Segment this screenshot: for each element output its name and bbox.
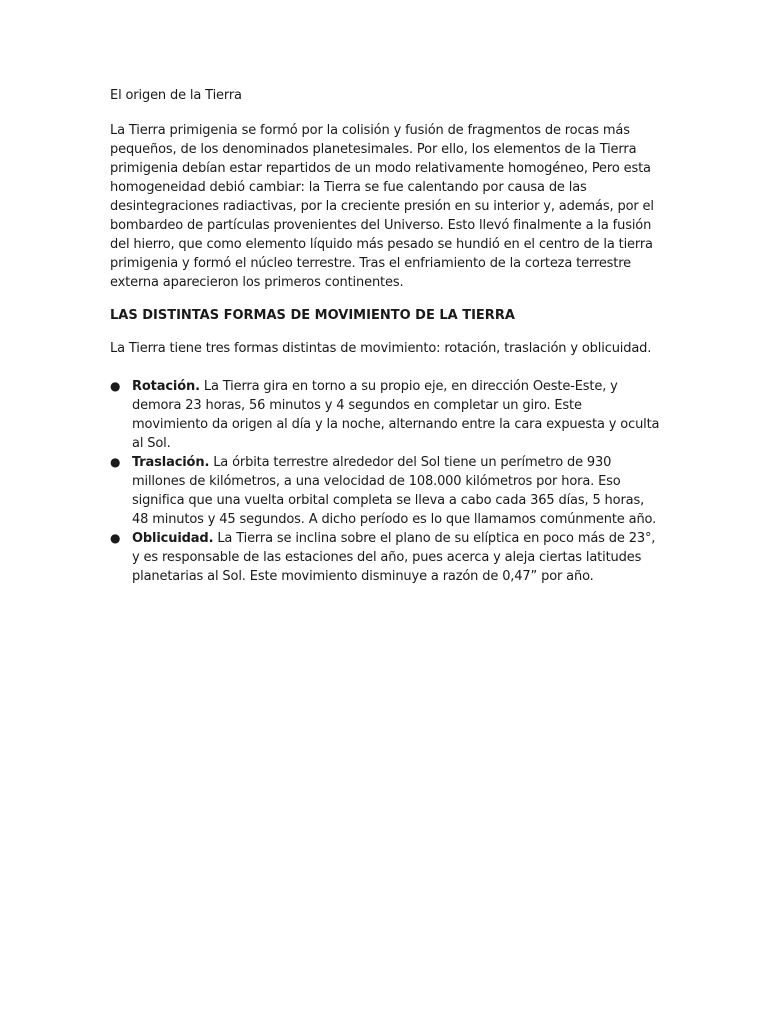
origin-paragraph: La Tierra primigenia se formó por la colisión y fusión de fragmentos de rocas más pequeños, de los denominados planetesimales. Por ello, los elementos de la Tierra primigenia debían estar repartidos de un modo relativamente homogéneo, Pero esta homogeneidad debió cambiar: la Tierra se fue calentando por causa de las desintegraciones radiactivas, por la creciente presión en su interior y, además, por el bombardeo de partículas provenientes del Universo. Esto llevó finalmente a la fusión del hierro, que como elemento líquido más pesado se hundió en el centro de la tierra primigenia y formó el núcleo terrestre. Tras el enfriamiento de la corteza terrestre externa aparecieron los primeros continentes. bbox=[110, 123, 654, 290]
document-page bbox=[110, 86, 660, 586]
movement-term: Rotación. bbox=[132, 379, 200, 394]
movement-description: La órbita terrestre alrededor del Sol tiene un perímetro de 930 millones de kilómetros, a una velocidad de 108.000 kilómetros por hora. Eso significa que una vuelta orbital completa se lleva a cabo cada 365 días, 5 horas, 48 minutos y 45 segundos. A dicho período es lo que llamamos comúnmente año. bbox=[132, 455, 657, 527]
movement-item-translation bbox=[110, 453, 660, 529]
bullet-icon: ● bbox=[110, 379, 121, 393]
movements-list bbox=[110, 377, 660, 586]
bullet-icon: ● bbox=[110, 455, 121, 469]
movement-term: Oblicuidad. bbox=[132, 531, 214, 546]
movement-item-rotation bbox=[110, 377, 660, 453]
section-heading: LAS DISTINTAS FORMAS DE MOVIMIENTO DE LA TIERRA bbox=[110, 308, 515, 323]
movement-description: La Tierra gira en torno a su propio eje, en dirección Oeste-Este, y demora 23 horas, 56 minutos y 4 segundos en completar un giro. Este movimiento da origen al día y la noche, alternando entre la cara expuesta y oculta al Sol. bbox=[132, 379, 660, 451]
bullet-icon: ● bbox=[110, 531, 121, 545]
movements-intro: La Tierra tiene tres formas distintas de movimiento: rotación, traslación y oblicuidad. bbox=[110, 341, 652, 356]
movement-term: Traslación. bbox=[132, 455, 210, 470]
movement-description: La Tierra se inclina sobre el plano de su elíptica en poco más de 23°, y es responsable de las estaciones del año, pues acerca y aleja ciertas latitudes planetarias al Sol. Este movimiento disminuye a razón de 0,47” por año. bbox=[132, 531, 656, 584]
document-title: El origen de la Tierra bbox=[110, 88, 242, 103]
movement-item-obliquity bbox=[110, 529, 660, 586]
